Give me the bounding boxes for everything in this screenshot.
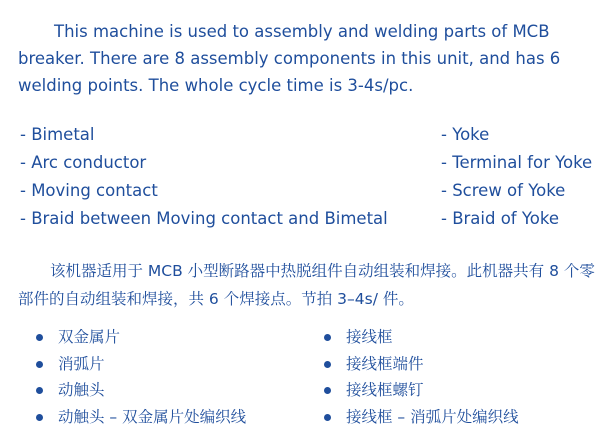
bullet-icon bbox=[324, 361, 331, 368]
list-item-label: 接线框 – 消弧片处编织线 bbox=[346, 407, 519, 426]
bullet-icon bbox=[36, 361, 43, 368]
bullet-icon bbox=[324, 334, 331, 341]
list-item-label: 接线框 bbox=[346, 328, 393, 346]
component-list-cn-right bbox=[324, 324, 519, 430]
list-item bbox=[36, 404, 246, 431]
list-item-label: 动触头 – 双金属片处编织线 bbox=[58, 407, 247, 426]
bullet-icon bbox=[324, 387, 331, 394]
list-item-label: 消弧片 bbox=[58, 354, 105, 373]
list-item-label: 动触头 bbox=[58, 381, 105, 399]
intro-paragraph-cn bbox=[18, 257, 603, 313]
component-list-en-right bbox=[441, 121, 592, 233]
bullet-icon bbox=[36, 334, 43, 341]
list-item: - Braid between Moving contact and Bimetal bbox=[20, 209, 388, 228]
intro-text-cn: 该机器适用于 MCB 小型断路器中热脱组件自动组装和焊接。此机器共有 8 个零部件的自动组装和焊接，共 6 个焊接点。节拍 3–4s/ 件。 bbox=[18, 262, 595, 308]
list-item bbox=[324, 324, 519, 351]
intro-paragraph-en bbox=[18, 18, 603, 99]
list-item: - Bimetal bbox=[20, 125, 95, 144]
bullet-icon bbox=[36, 387, 43, 394]
list-item: - Braid of Yoke bbox=[441, 209, 559, 228]
list-item bbox=[324, 404, 519, 431]
list-item-label: 双金属片 bbox=[58, 328, 121, 346]
list-item: - Arc conductor bbox=[20, 153, 147, 172]
list-item bbox=[36, 377, 246, 404]
component-list-en-left bbox=[20, 121, 388, 233]
bullet-icon bbox=[324, 414, 331, 421]
list-item-label: 接线框端件 bbox=[346, 354, 424, 373]
list-item: - Moving contact bbox=[20, 181, 158, 200]
list-item: - Terminal for Yoke bbox=[441, 153, 593, 172]
list-item bbox=[324, 377, 519, 404]
list-item: - Screw of Yoke bbox=[441, 181, 566, 200]
list-item-label: 接线框螺钉 bbox=[346, 381, 424, 399]
intro-text-en: This machine is used to assembly and welding parts of MCB breaker. There are 8 assembly components in this unit, and has 6 welding points. The whole cycle time is 3-4s/pc. bbox=[18, 22, 561, 95]
list-item: - Yoke bbox=[441, 125, 490, 144]
list-item bbox=[36, 351, 246, 378]
component-list-cn-left bbox=[36, 324, 246, 430]
bullet-icon bbox=[36, 414, 43, 421]
list-item bbox=[324, 351, 519, 378]
list-item bbox=[36, 324, 246, 351]
